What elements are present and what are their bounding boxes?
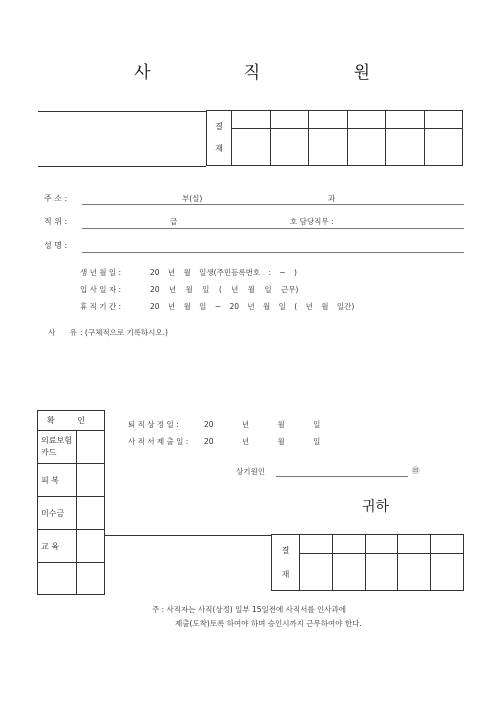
- address-section: 과: [328, 194, 336, 203]
- approval-sign-cell[interactable]: [398, 554, 431, 591]
- address-label: 주 소 :: [44, 194, 68, 203]
- approval-cell[interactable]: [332, 535, 365, 554]
- approval-sign-cell[interactable]: [424, 129, 463, 166]
- position-grade: 급: [170, 217, 178, 226]
- approval-box-top: [206, 110, 463, 166]
- signature-line[interactable]: [276, 476, 408, 477]
- leave-label: 휴 직 기 간 :: [80, 302, 122, 311]
- approval-sign-cell[interactable]: [309, 129, 348, 166]
- name-label: 성 명 :: [44, 241, 68, 250]
- addressee: 귀하: [362, 499, 390, 515]
- approval-sign-cell[interactable]: [270, 129, 309, 166]
- signature-label: 상기원인: [236, 467, 265, 476]
- position-field[interactable]: [82, 228, 464, 229]
- confirm-row-check[interactable]: [76, 530, 104, 563]
- approval-cell[interactable]: [431, 535, 464, 554]
- approval-cell[interactable]: [365, 535, 398, 554]
- submit-date-label: 사 직 서 제 출 일 :: [128, 437, 189, 446]
- resign-date-value[interactable]: 20 년 월 일: [204, 420, 321, 429]
- address-field[interactable]: [82, 204, 464, 205]
- approval-cell[interactable]: [347, 111, 386, 129]
- name-field[interactable]: [82, 252, 464, 253]
- approval-cell[interactable]: [270, 111, 309, 129]
- hire-value[interactable]: 20 년 월 일 ( 년 월 일 근무): [150, 285, 299, 294]
- confirm-row-label: 교 육: [38, 530, 77, 563]
- birth-label: 생 년 월 일 :: [80, 268, 122, 277]
- confirm-row-label: 의료보험카드: [38, 431, 77, 464]
- approval-box-bottom: [271, 534, 464, 591]
- approval-sign-cell[interactable]: [386, 129, 425, 166]
- confirm-row-label: [38, 563, 77, 595]
- approval-cell[interactable]: [232, 111, 271, 129]
- address-dept: 부(실): [182, 194, 203, 203]
- reason-label: 사 유: [48, 328, 83, 337]
- approval-cell[interactable]: [398, 535, 431, 554]
- seal-mark: ㊞: [412, 466, 420, 475]
- approval-sign-cell[interactable]: [332, 554, 365, 591]
- top-rule: [38, 111, 206, 112]
- reason-text[interactable]: : (구체적으로 기록하시오.): [80, 328, 168, 337]
- note-line-1: 주 : 사직자는 사직(상정) 일부 15일전에 사직서를 인사과에: [152, 605, 346, 614]
- confirm-row-check[interactable]: [76, 497, 104, 530]
- confirm-row-check[interactable]: [76, 464, 104, 497]
- confirm-row-check[interactable]: [76, 563, 104, 595]
- approval-sign-cell[interactable]: [300, 554, 333, 591]
- birth-value[interactable]: 20 년 월 일생(주민등록번호 : ~ ): [150, 268, 297, 277]
- top-rule-lower: [38, 166, 206, 167]
- approval-sign-cell[interactable]: [347, 129, 386, 166]
- confirm-row-label: 피 복: [38, 464, 77, 497]
- bottom-rule: [105, 535, 271, 536]
- position-duty: 호 담당직무 :: [290, 217, 334, 226]
- submit-date-value[interactable]: 20 년 월 일: [204, 437, 321, 446]
- confirm-row-label: 미수금: [38, 497, 77, 530]
- position-label: 직 위 :: [44, 217, 68, 226]
- approval-cell[interactable]: [386, 111, 425, 129]
- confirm-header: 확 인: [38, 411, 105, 431]
- hire-label: 입 사 일 자 :: [80, 285, 122, 294]
- approval-sign-cell[interactable]: [232, 129, 271, 166]
- approval-cell[interactable]: [424, 111, 463, 129]
- leave-value[interactable]: 20 년 월 일 ~ 20 년 월 일 ( 년 월 일간): [150, 302, 355, 311]
- approval-sign-cell[interactable]: [431, 554, 464, 591]
- confirm-row-check[interactable]: [76, 431, 104, 464]
- document-title: 사 직 원: [133, 63, 415, 83]
- approval-cell[interactable]: [300, 535, 333, 554]
- approval-label: 결 재: [272, 535, 300, 591]
- approval-label: 결 재: [207, 111, 232, 166]
- note-line-2: 제출(도착)토록 하여야 하며 승인시까지 근무하여야 한다.: [175, 619, 362, 628]
- approval-cell[interactable]: [309, 111, 348, 129]
- confirm-table: [37, 410, 105, 595]
- resign-date-label: 퇴 직 상 정 일 :: [128, 420, 179, 429]
- approval-sign-cell[interactable]: [365, 554, 398, 591]
